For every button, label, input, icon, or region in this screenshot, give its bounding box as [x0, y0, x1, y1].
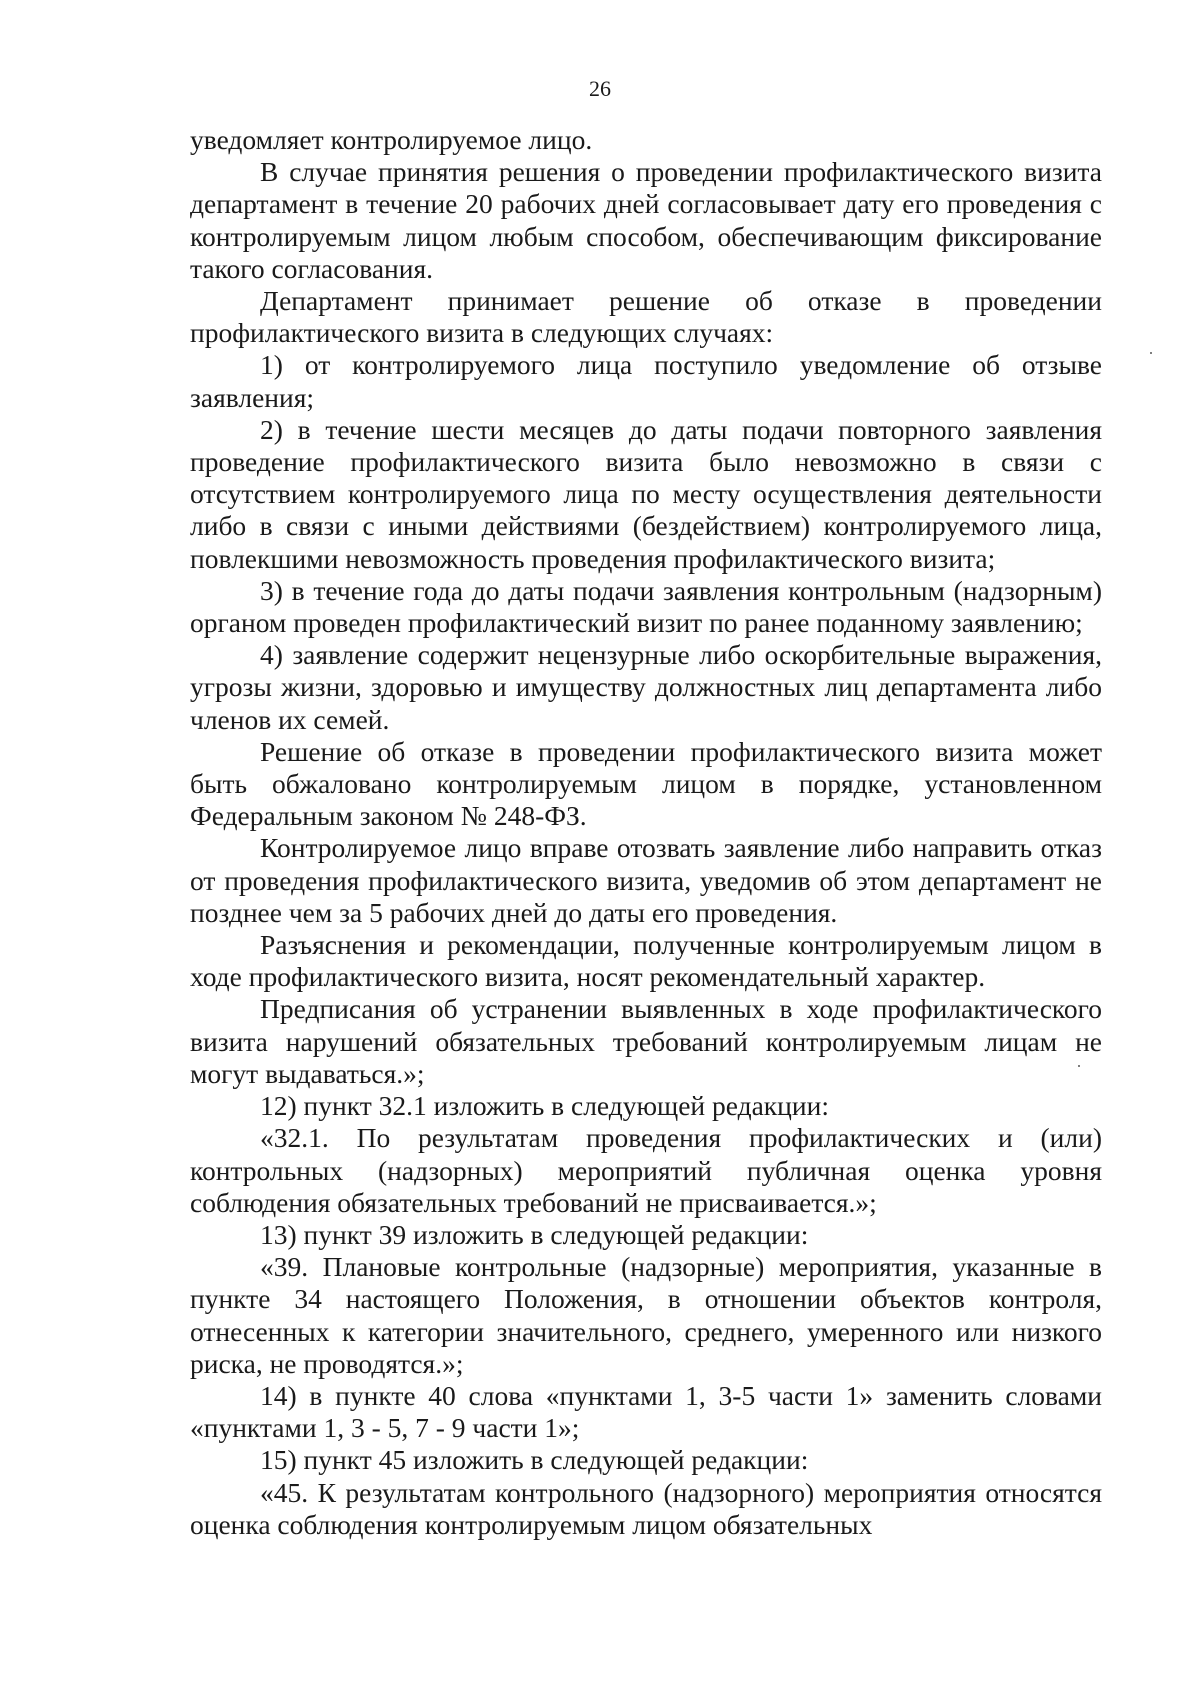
paragraph-3: Департамент принимает решение об отказе в проведении профилактического визита в следующих случаях: — [190, 285, 1102, 349]
paragraph-4: 1) от контролируемого лица поступило уведомление об отзыве заявления; — [190, 349, 1102, 413]
paragraph-14: 13) пункт 39 изложить в следующей редакции: — [260, 1218, 809, 1250]
paragraph-16: 14) в пункте 40 слова «пунктами 1, 3-5 части 1» заменить словами «пунктами 1, 3 - 5, 7 - 9 части 1»; — [190, 1379, 1102, 1444]
paragraph-8: Решение об отказе в проведении профилактического визита может быть обжаловано контролируемым лицом в порядке, установленном Федеральным законом № 248-ФЗ. — [190, 735, 1102, 832]
paragraph-11: Предписания об устранении выявленных в ходе профилактического визита нарушений обязательных требований контролируемым лицам не могут выдаваться.»; — [190, 993, 1102, 1089]
page-number: 26 — [589, 76, 611, 101]
paragraph-7: 4) заявление содержит нецензурные либо оскорбительные выражения, угрозы жизни, здоровью и имуществу должностных лиц департамента либо членов их семей. — [190, 639, 1102, 735]
paragraph-13: «32.1. По результатам проведения профилактических и (или) контрольных (надзорных) мероприятий публичная оценка уровня соблюдения обязательных требований не присваивается.»; — [190, 1122, 1102, 1218]
paragraph-2: В случае принятия решения о проведении профилактического визита департамент в течение 20 рабочих дней согласовывает дату его проведения с контролируемым лицом любым способом, обеспечивающим фиксирование такого согласования. — [190, 156, 1102, 284]
paragraph-15: «39. Плановые контрольные (надзорные) мероприятия, указанные в пункте 34 настоящего Положения, в отношении объектов контроля, отнесенных к категории значительного, среднего, умеренного или низкого риска, не проводятся.»; — [190, 1251, 1102, 1379]
document-body — [190, 124, 1102, 1541]
scan-speck — [1150, 352, 1152, 354]
scan-speck — [1078, 1065, 1080, 1067]
paragraph-5: 2) в течение шести месяцев до даты подачи повторного заявления проведение профилактического визита было невозможно в связи с отсутствием контролируемого лица по месту осуществления деятельности либо в связи с иными действиями (бездействием) контролируемого лица, повлекшими невозможность проведения профилактического визита; — [190, 413, 1102, 574]
paragraph-10: Разъяснения и рекомендации, полученные контролируемым лицом в ходе профилактического визита, носят рекомендательный характер. — [190, 929, 1102, 993]
paragraph-12: 12) пункт 32.1 изложить в следующей редакции: — [260, 1090, 829, 1122]
paragraph-9: Контролируемое лицо вправе отозвать заявление либо направить отказ от проведения профилактического визита, уведомив об этом департамент не позднее чем за 5 рабочих дней до даты его проведения. — [190, 832, 1102, 928]
paragraph-18: «45. К результатам контрольного (надзорного) мероприятия относятся оценка соблюдения контролируемым лицом обязательных — [190, 1476, 1102, 1540]
paragraph-17: 15) пункт 45 изложить в следующей редакции: — [260, 1444, 809, 1476]
paragraph-6: 3) в течение года до даты подачи заявления контрольным (надзорным) органом проведен профилактический визит по ранее поданному заявлению; — [190, 574, 1102, 639]
paragraph-1: уведомляет контролируемое лицо. — [190, 124, 593, 155]
